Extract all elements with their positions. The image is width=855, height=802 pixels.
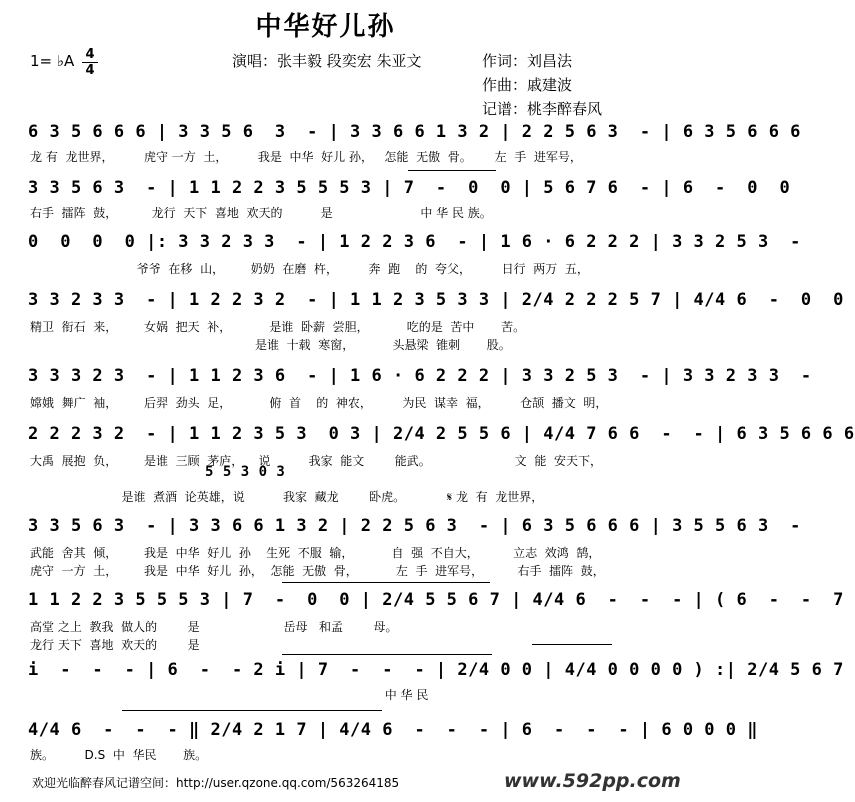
key-signature: 1= ♭A [30,52,75,70]
time-signature-bottom: 4 [85,63,95,78]
lyric-line-7a: 武能 舍其 倾， 我是 中华 好儿 孙 生死 不服 输， 自 强 不自大， 立志 效鸿 鹄， [30,546,601,560]
notation-line-9: i - - - | 6 - - 2 i | 7 - - - | 2/4 0 0 | 4/4 0 0 0 0 ) :| 2/4 5 6 7 [28,660,844,680]
notation-line-8: 1 1 2 2 3 5 5 5 3 | 7 - 0 0 | 2/4 5 5 6 7 | 4/4 6 - - - | ( 6 - - 7 [28,590,844,610]
notation-line-3: 0 0 0 0 |: 3 3 2 3 3 - | 1 2 2 3 6 - | 1 6 · 6 2 2 2 | 3 3 2 5 3 - [28,232,801,252]
notation-line-6-alt: 5 5 3 0 3 [205,464,286,480]
lyric-line-5: 嫦娥 舞广 袖， 后羿 劲头 足， 俯 首 的 神农， 为民 谋幸 福， 仓颉 播文 明， [30,396,608,410]
lyric-line-8b: 龙行 天下 喜地 欢天的 是 [30,638,200,652]
page-title: 中华好儿孙 [255,12,396,42]
lyric-line-2: 右手 擂阵 鼓， 龙行 天下 喜地 欢天的 是 中 华 民 族。 [30,206,492,220]
notation-line-7: 3 3 5 6 3 - | 3 3 6 6 1 3 2 | 2 2 5 6 3 - | 6 3 5 6 6 6 | 3 5 5 6 3 - [28,516,801,536]
notation-line-5: 3 3 3 2 3 - | 1 1 2 3 6 - | 1 6 · 6 2 2 2 | 3 3 2 5 3 - | 3 3 2 3 3 - [28,366,812,386]
lyric-line-3: 爷爷 在移 山， 奶奶 在磨 杵， 奔 跑 的 夸父， 日行 两万 五， [30,262,589,276]
time-signature-top: 4 [85,47,95,62]
transcriber-credit: 记谱：桃李醉春风 [482,100,603,118]
lyric-line-6-alt: 是谁 煮酒 论英雄，说 我家 藏龙 卧虎。 𝄋 龙 有 龙世界， [30,490,544,504]
notation-line-4: 3 3 2 3 3 - | 1 2 2 3 2 - | 1 1 2 3 5 3 3 | 2/4 2 2 2 5 7 | 4/4 6 - 0 0 [28,290,844,310]
lyric-line-8a: 高堂 之上 教我 做人的 是 岳母 和孟 母。 [30,620,398,634]
website-watermark: www.592pp.com [504,770,681,792]
notation-line-2: 3 3 5 6 3 - | 1 1 2 2 3 5 5 5 3 | 7 - 0 0 | 5 6 7 6 - | 6 - 0 0 [28,178,791,198]
lyric-line-9: 中 华 民 [30,688,429,702]
notation-line-10: 4/4 6 - - - ‖ 2/4 2 1 7 | 4/4 6 - - - | 6 - - - | 6 0 0 0 ‖ [28,720,758,740]
lyric-line-6: 大禹 展抱 负， 是谁 三顾 茅庐， 说 我家 能文 能武。 文 能 安天下， [30,454,602,468]
notation-line-6: 2 2 2 3 2 - | 1 1 2 3 5 3 0 3 | 2/4 2 5 5 6 | 4/4 7 6 6 - - | 6 3 5 6 6 6 [28,424,855,444]
lyricist-credit: 作词：刘昌法 [482,52,573,70]
lyric-line-10: 族。 D.S 中 华民 族。 [30,748,208,762]
notation-line-1: 6 3 5 6 6 6 | 3 3 5 6 3 - | 3 3 6 6 1 3 2 | 2 2 5 6 3 - | 6 3 5 6 6 6 [28,122,801,142]
lyric-line-4b: 是谁 十载 寒窗， 头悬梁 锥刺 股。 [30,338,511,352]
lyric-line-7b: 虎守 一方 土， 我是 中华 好儿 孙， 怎能 无傲 骨， 左 手 进军号， 右手 擂阵 鼓， [30,564,605,578]
footer-text: 欢迎光临醉春风记谱空间：http://user.qzone.qq.com/563264185 [32,776,400,790]
composer-credit: 作曲：戚建波 [482,76,573,94]
singers-credit: 演唱：张丰毅 段奕宏 朱亚文 [232,52,422,70]
time-signature [82,48,98,77]
lyric-line-4a: 精卫 衔石 来， 女娲 把天 补， 是谁 卧薪 尝胆， 吃的是 苦中 苦。 [30,320,526,334]
lyric-line-1: 龙 有 龙世界， 虎守 一方 土， 我是 中华 好儿 孙， 怎能 无傲 骨。 左 手 进军号， [30,150,582,164]
